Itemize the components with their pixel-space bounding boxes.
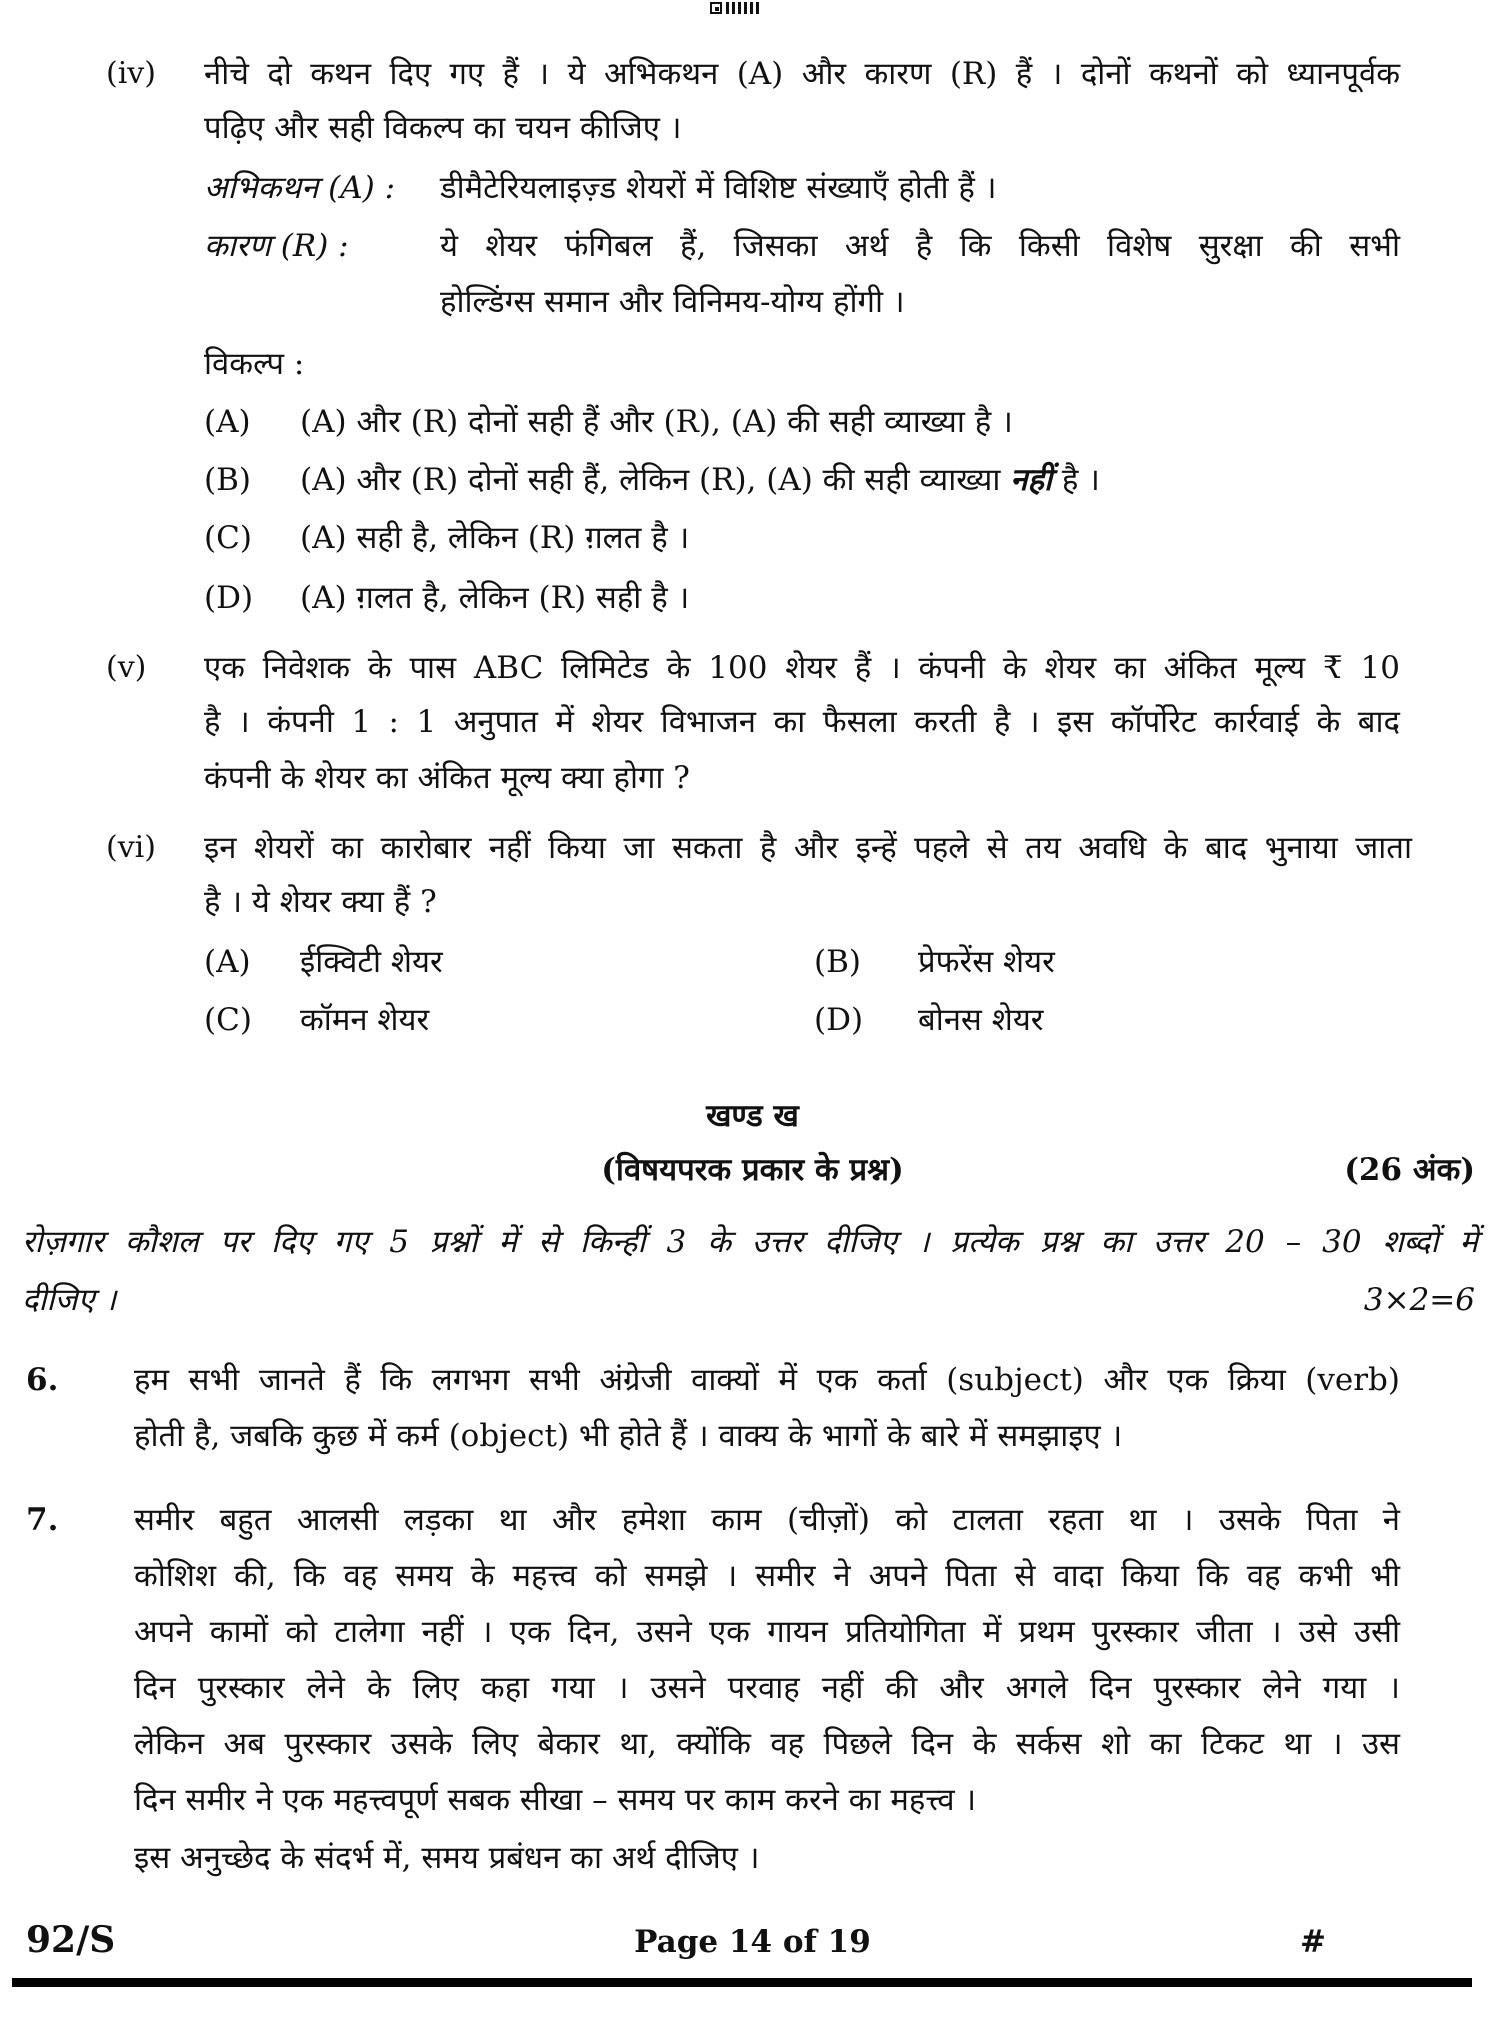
question-7-line-5: लेकिन अब पुरस्कार उसके लिए बेकार था, क्योंकि वह पिछले दिन के सर्कस शो का टिकट था । उस [134,1726,1400,1762]
question-6-line-2: होती है, जबकि कुछ में कर्म (object) भी होते हैं । वाक्य के भागों के बारे में समझाइए । [134,1418,1123,1454]
question-v-line-3: कंपनी के शेयर का अंकित मूल्य क्या होगा ? [204,760,690,796]
section-title: खण्ड ख [706,1098,799,1134]
option-b-text-pre: (A) और (R) दोनों सही हैं, लेकिन (R), (A) की सही व्याख्या [300,462,1011,498]
question-7-line-2: कोशिश की, कि वह समय के महत्त्व को समझे । समीर ने अपने पिता से वादा किया कि वह कभी भी [134,1558,1400,1594]
hash-mark: # [1300,1924,1326,1960]
paper-code: 92/S [26,1919,116,1961]
vi-option-d-text: बोनस शेयर [918,1002,1044,1038]
question-7-line-3: अपने कामों को टालेगा नहीं । एक दिन, उसने एक गायन प्रतियोगिता में प्रथम पुरस्कार जीता । उसे उसी [134,1614,1400,1650]
section-marks: (26 अंक) [1344,1152,1475,1188]
option-a-label: (A) [204,404,251,440]
question-7-prompt: इस अनुच्छेद के संदर्भ में, समय प्रबंधन का अर्थ दीजिए । [134,1840,760,1876]
question-v-line-1: एक निवेशक के पास ABC लिमिटेड के 100 शेयर हैं । कंपनी के शेयर का अंकित मूल्य ₹ 10 [204,650,1400,686]
footer-divider [12,1978,1472,1987]
option-c-text: (A) सही है, लेकिन (R) ग़लत है । [300,520,690,556]
qr-finder-icon [710,2,722,14]
question-7-line-4: दिन पुरस्कार लेने के लिए कहा गया । उसने परवाह नहीं की और अगले दिन पुरस्कार लेने गया । [134,1670,1400,1706]
vi-option-a-text: ईक्विटी शेयर [300,944,443,980]
reason-line-1: ये शेयर फंगिबल हैं, जिसका अर्थ है कि किसी विशेष सुरक्षा की सभी [440,228,1400,264]
option-d-label: (D) [204,580,254,616]
section-instruction-line-1: रोज़गार कौशल पर दिए गए 5 प्रश्नों में से किन्हीं 3 के उत्तर दीजिए । प्रत्येक प्रश्न का उत्तर 20 – 30 शब्दों में [22,1224,1478,1260]
question-number-vi: (vi) [106,830,156,865]
question-number-7: 7. [26,1502,59,1538]
question-7-line-6: दिन समीर ने एक महत्त्वपूर्ण सबक सीखा – समय पर काम करने का महत्त्व । [134,1782,977,1818]
vi-option-c-text: कॉमन शेयर [300,1002,430,1038]
option-d-text: (A) ग़लत है, लेकिन (R) सही है । [300,580,690,616]
option-c-label: (C) [204,520,252,556]
reason-label: कारण (R) : [204,228,349,264]
vi-option-a-label: (A) [204,944,251,980]
option-b-label: (B) [204,462,251,498]
section-subtitle: (विषयपरक प्रकार के प्रश्न) [601,1152,904,1188]
question-number-6: 6. [26,1362,59,1398]
question-number-v: (v) [106,650,147,685]
reason-line-2: होल्डिंग्स समान और विनिमय-योग्य होंगी । [440,284,905,320]
option-a-text: (A) और (R) दोनों सही हैं और (R), (A) की सही व्याख्या है । [300,404,1013,440]
vi-option-c-label: (C) [204,1002,252,1038]
section-instruction-marks: 3×2=6 [1363,1282,1475,1318]
option-b-text-emphasis: नहीं [1010,462,1052,498]
assertion-label: अभिकथन (A) : [204,170,396,206]
question-number-iv: (iv) [106,56,156,91]
question-iv-line-2: पढ़िए और सही विकल्प का चयन कीजिए । [204,110,682,146]
qr-pattern-icon [726,2,760,14]
vi-option-d-label: (D) [814,1002,864,1038]
question-v-line-2: है । कंपनी 1 : 1 अनुपात में शेयर विभाजन का फैसला करती है । इस कॉर्पोरेट कार्रवाई के बाद [204,704,1400,740]
option-b-text-post: है । [1052,462,1100,498]
question-7-line-1: समीर बहुत आलसी लड़का था और हमेशा काम (चीज़ों) को टालता रहता था । उसके पिता ने [134,1502,1400,1538]
options-label: विकल्प : [204,346,305,382]
question-vi-line-1: इन शेयरों का कारोबार नहीं किया जा सकता है और इन्हें पहले से तय अवधि के बाद भुनाया जाता [204,830,1412,866]
vi-option-b-label: (B) [814,944,861,980]
vi-option-b-text: प्रेफरेंस शेयर [918,944,1055,980]
qr-code-icon [710,2,770,16]
assertion-text: डीमैटेरियलाइज़्ड शेयरों में विशिष्ट संख्याएँ होती हैं । [440,170,997,206]
option-b-text [300,460,1100,500]
question-vi-line-2: है । ये शेयर क्या हैं ? [204,884,437,920]
question-6-line-1: हम सभी जानते हैं कि लगभग सभी अंग्रेजी वाक्यों में एक कर्ता (subject) और एक क्रिया (verb) [134,1362,1400,1398]
question-iv-line-1: नीचे दो कथन दिए गए हैं । ये अभिकथन (A) और कारण (R) हैं । दोनों कथनों को ध्यानपूर्वक [204,56,1400,92]
section-instruction-line-2: दीजिए । [22,1282,117,1318]
page-number: Page 14 of 19 [634,1924,871,1960]
